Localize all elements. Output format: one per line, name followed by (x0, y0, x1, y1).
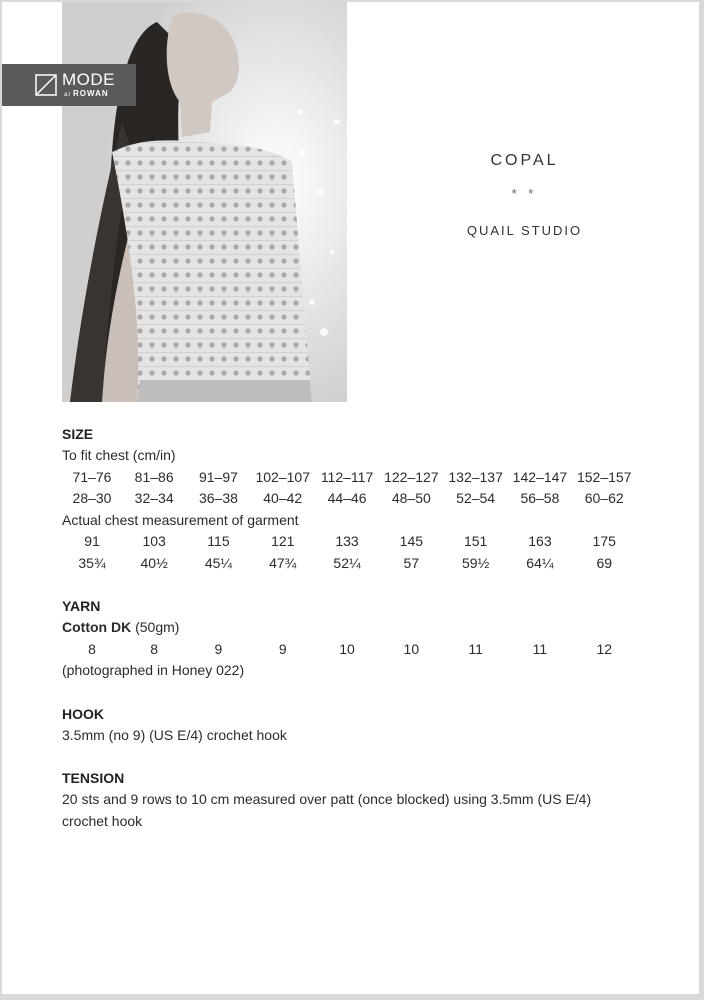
size-heading: SIZE (62, 426, 94, 442)
size-value: 36–38 (198, 490, 238, 506)
yarn-name: Cotton DK (62, 619, 132, 635)
size-value: 56–58 (520, 490, 560, 506)
size-value: 71–76 (72, 468, 112, 485)
measurement-value: 103 (142, 533, 166, 549)
measurement-value: 57 (403, 554, 420, 571)
actual-chest-in-row (62, 553, 662, 575)
size-value: 152–157 (576, 468, 632, 485)
size-value: 48–50 (391, 490, 431, 506)
size-value: 142–147 (512, 468, 568, 485)
yarn-quantity-row (62, 639, 662, 661)
pattern-title: COPAL (490, 152, 559, 169)
actual-chest-cm-row (62, 531, 662, 553)
fit-chest-cm-row (62, 467, 662, 489)
measurement-value: 69 (596, 554, 613, 571)
hook-text: 3.5mm (no 9) (US E/4) crochet hook (62, 726, 287, 743)
brand-subname (64, 89, 109, 98)
model-photo (62, 2, 347, 402)
measurement-value: 133 (335, 533, 359, 549)
measurement-value: 115 (207, 533, 230, 549)
pattern-page (2, 2, 699, 994)
ball-count: 10 (403, 640, 420, 657)
measurement-value: 59½ (462, 554, 490, 571)
ball-count: 8 (88, 640, 96, 657)
measurement-value: 45¼ (204, 554, 233, 571)
measurement-value: 121 (271, 533, 295, 549)
pattern-details (62, 424, 662, 832)
ball-count: 11 (468, 640, 483, 657)
designer-name: QUAIL STUDIO (466, 223, 583, 238)
measurement-value: 151 (463, 533, 488, 549)
size-value: 40–42 (263, 490, 303, 506)
measurement-value: 47¾ (269, 554, 297, 571)
measurement-value: 35¾ (78, 554, 106, 571)
brand-sub-prefix: at (64, 92, 72, 98)
fit-chest-in-row (62, 488, 662, 510)
yarn-note: (photographed in Honey 022) (62, 662, 245, 678)
size-value: 102–107 (255, 468, 310, 485)
measurement-value: 175 (592, 533, 616, 549)
size-value: 112–117 (320, 468, 374, 485)
measurement-value: 52¼ (333, 554, 361, 571)
ball-count: 10 (339, 640, 355, 657)
measurement-value: 64¼ (526, 554, 554, 571)
actual-chest-label: Actual chest measurement of garment (62, 511, 299, 528)
brand-logo (2, 64, 136, 106)
model-photo-image (62, 2, 347, 402)
ball-count: 12 (596, 640, 613, 657)
ball-count: 8 (150, 640, 159, 657)
size-value: 91–97 (198, 468, 238, 485)
measurement-value: 145 (399, 533, 424, 549)
ball-count: 11 (532, 640, 548, 657)
measurement-value: 91 (84, 533, 100, 549)
brand-mark-icon (35, 74, 57, 96)
tension-text-line2: crochet hook (62, 812, 143, 829)
measurement-value: 163 (528, 533, 552, 549)
tension-heading: TENSION (62, 770, 125, 786)
size-value: 60–62 (584, 490, 624, 506)
size-value: 81–86 (134, 468, 174, 485)
yarn-weight: (50gm) (135, 619, 180, 635)
size-value: 32–34 (134, 490, 174, 506)
measurement-value: 40½ (140, 554, 168, 571)
size-value: 132–137 (448, 468, 503, 485)
size-value: 122–127 (384, 468, 439, 485)
yarn-type (62, 617, 662, 639)
fit-chest-label: To fit chest (cm/in) (62, 447, 176, 463)
ball-count: 9 (278, 640, 287, 657)
ball-count: 9 (214, 640, 223, 657)
tension-text-line1: 20 sts and 9 rows to 10 cm measured over patt (once blocked) using 3.5mm (US E/4) (62, 791, 592, 807)
size-value: 28–30 (72, 490, 112, 506)
difficulty-rating: * * (511, 186, 538, 201)
brand-name: MODE (62, 70, 115, 89)
size-value: 44–46 (327, 490, 367, 506)
brand-sub-name: ROWAN (73, 89, 109, 98)
hook-heading: HOOK (62, 705, 104, 722)
size-value: 52–54 (456, 490, 496, 506)
yarn-heading: YARN (62, 598, 101, 614)
